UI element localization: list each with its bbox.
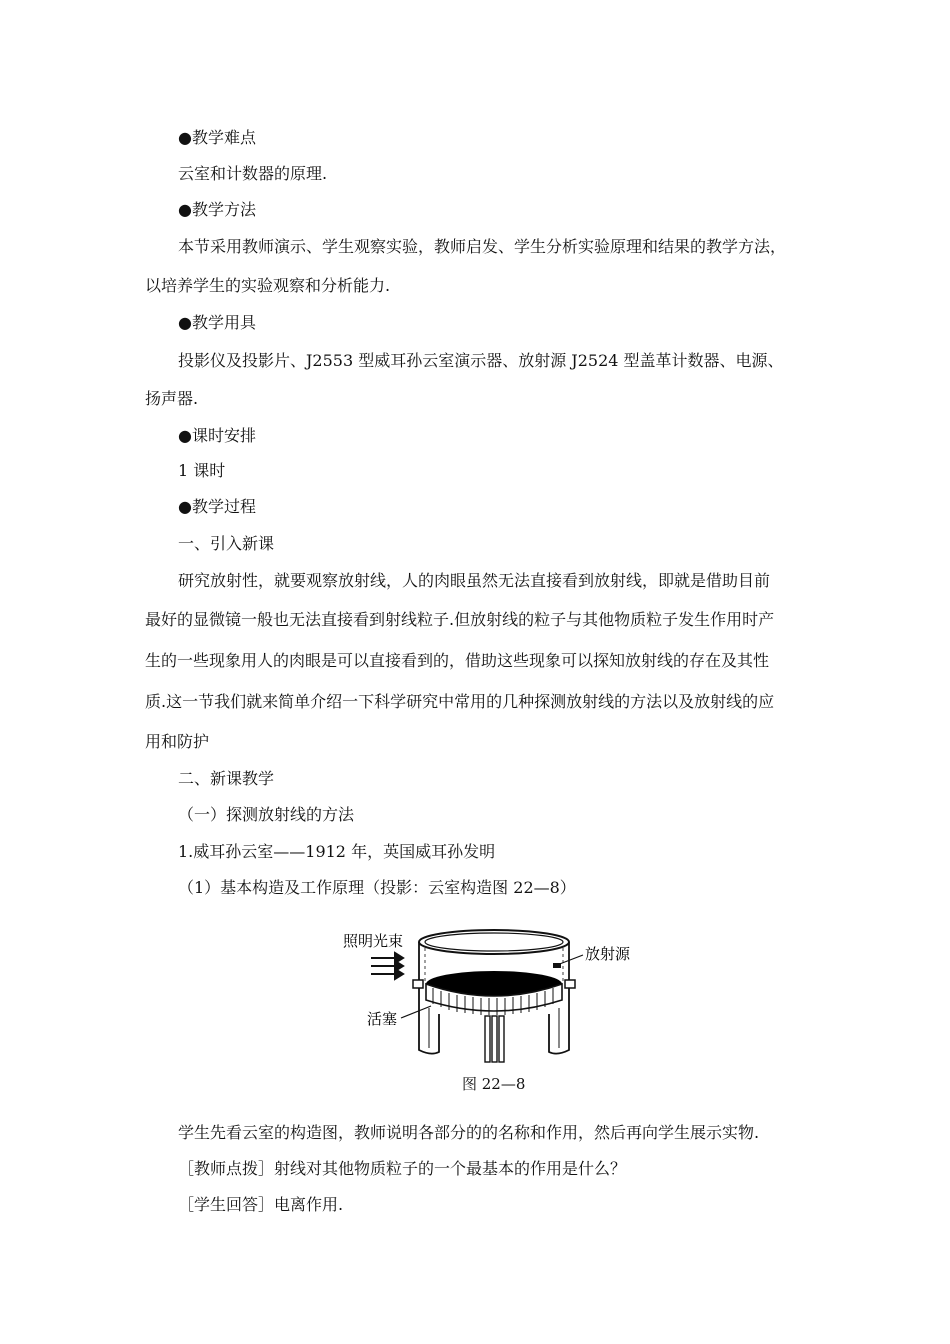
- paragraph: 云室和计数器的原理.: [178, 164, 328, 183]
- heading-tools: ●教学用具: [178, 313, 256, 332]
- label-light-beam: 照明光束: [343, 932, 404, 950]
- paragraph: 质.这一节我们就来简单介绍一下科学研究中常用的几种探测放射线的方法以及放射线的应: [145, 692, 775, 711]
- item-heading: 1.威耳孙云室——1912 年，英国威耳孙发明: [178, 842, 496, 861]
- paragraph: 扬声器.: [145, 389, 199, 408]
- item-subheading: （1）基本构造及工作原理（投影：云室构造图 22—8）: [178, 878, 576, 897]
- paragraph: 投影仪及投影片、J2553 型威耳孙云室演示器、放射源 J2524 型盖革计数器、电源、: [178, 351, 784, 370]
- heading-schedule: ●课时安排: [178, 426, 256, 445]
- paragraph: 用和防护: [145, 732, 210, 751]
- paragraph: 生的一些现象用人的肉眼是可以直接看到的，借助这些现象可以探知放射线的存在及其性: [145, 651, 770, 670]
- cloud-chamber-diagram: [335, 922, 645, 1072]
- teacher-prompt: ［教师点拨］射线对其他物质粒子的一个最基本的作用是什么？: [178, 1159, 627, 1178]
- heading-method: ●教学方法: [178, 200, 256, 219]
- subsection-heading: （一）探测放射线的方法: [178, 805, 355, 824]
- heading-process: ●教学过程: [178, 497, 256, 516]
- heading-difficulty: ●教学难点: [178, 128, 256, 147]
- section-heading: 一、引入新课: [178, 534, 275, 553]
- figure-caption: 图 22—8: [462, 1075, 526, 1093]
- label-radiation-source: 放射源: [585, 945, 631, 963]
- light-beam-arrows-icon: [371, 953, 403, 979]
- paragraph: 研究放射性，就要观察放射线，人的肉眼虽然无法直接看到放射线，即就是借助目前: [178, 571, 771, 590]
- paragraph: 以培养学生的实验观察和分析能力.: [145, 276, 391, 295]
- cloud-chamber-figure: [335, 922, 645, 1072]
- section-heading: 二、新课教学: [178, 769, 275, 788]
- paragraph: 学生先看云室的构造图，教师说明各部分的的名称和作用，然后再向学生展示实物.: [178, 1123, 760, 1142]
- paragraph: 最好的显微镜一般也无法直接看到射线粒子.但放射线的粒子与其他物质粒子发生作用时产: [145, 610, 775, 629]
- label-piston: 活塞: [367, 1010, 398, 1028]
- paragraph: 1 课时: [178, 461, 226, 480]
- paragraph: 本节采用教师演示、学生观察实验，教师启发、学生分析实验原理和结果的教学方法，: [178, 237, 787, 256]
- student-answer: ［学生回答］电离作用.: [178, 1195, 344, 1214]
